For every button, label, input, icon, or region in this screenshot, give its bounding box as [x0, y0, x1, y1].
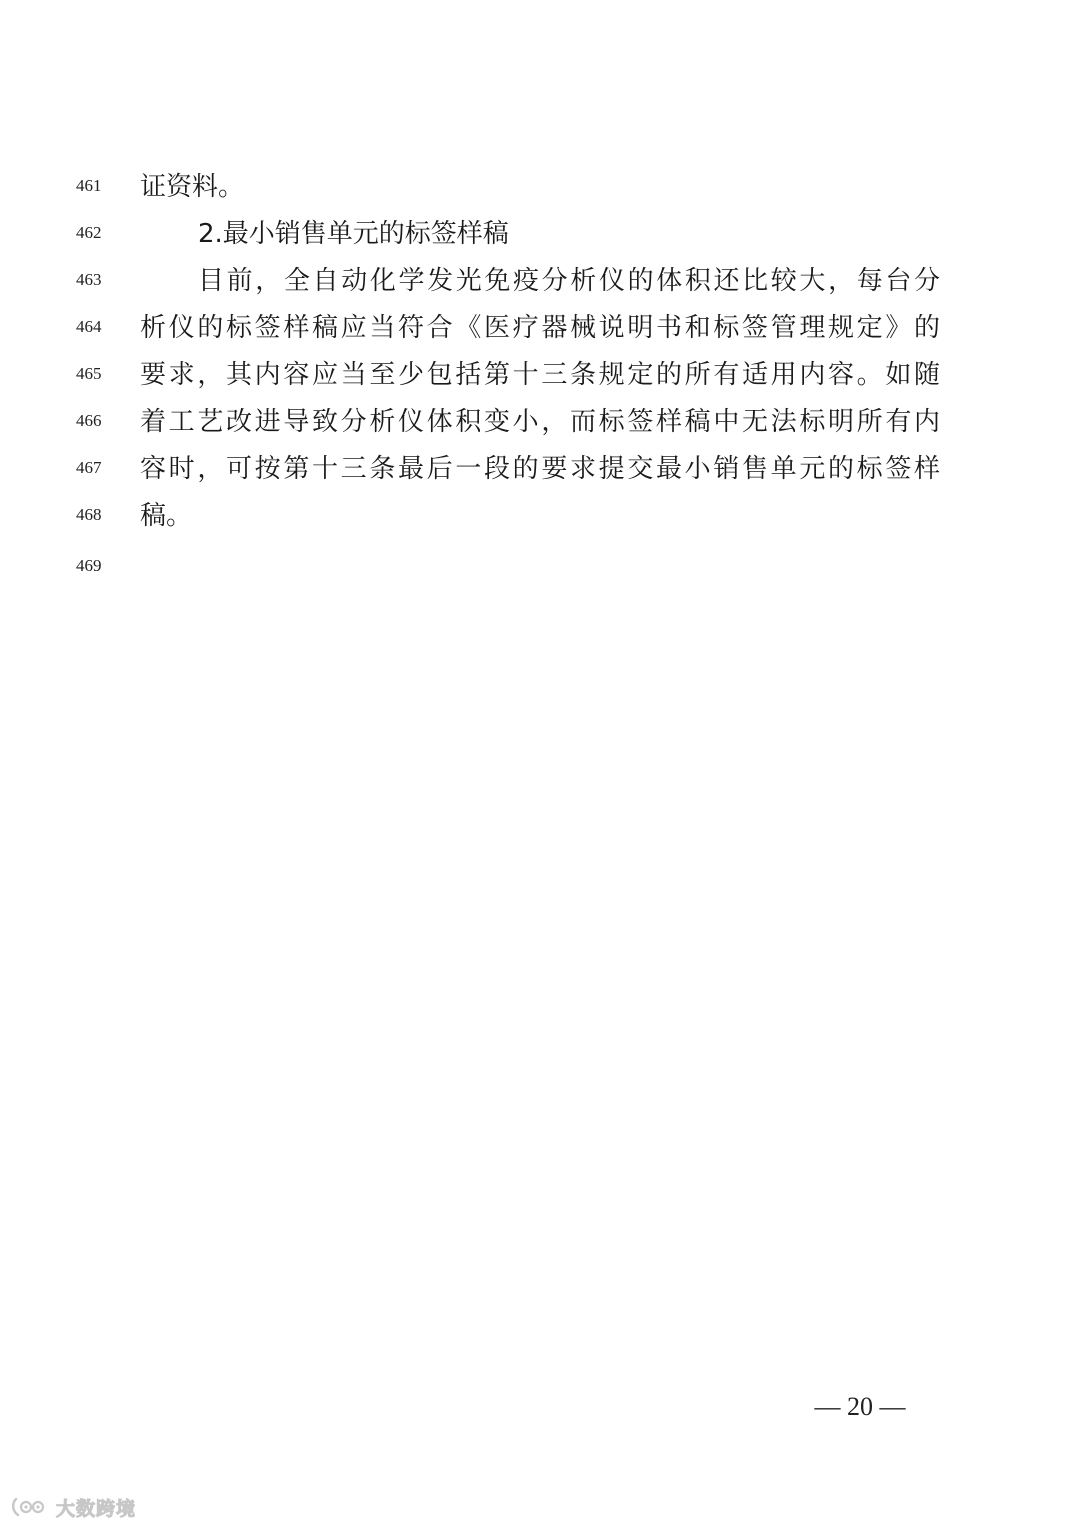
watermark: [10, 1492, 136, 1522]
text-line: [0, 211, 1080, 258]
text-line: [0, 258, 1080, 305]
section-heading: 2.最小销售单元的标签样稿: [198, 219, 509, 249]
line-number: 466: [76, 411, 102, 430]
text-line: [0, 352, 1080, 399]
text-line: [0, 493, 1080, 540]
brand-logo-icon: [10, 1495, 50, 1519]
line-text: 着工艺改进导致分析仪体积变小，而标签样稿中无法标明所有内: [140, 407, 940, 437]
line-number: 463: [76, 270, 102, 289]
line-text: 目前，全自动化学发光免疫分析仪的体积还比较大，每台分: [198, 266, 940, 296]
text-line: [0, 446, 1080, 493]
watermark-text: 大数跨境: [56, 1497, 137, 1520]
text-line: [0, 164, 1080, 211]
line-number: 465: [76, 364, 102, 383]
page-number: — 20 —: [814, 1392, 906, 1421]
line-number: 469: [76, 556, 102, 575]
line-text: 析仪的标签样稿应当符合《医疗器械说明书和标签管理规定》的: [140, 313, 940, 343]
text-line: [0, 399, 1080, 446]
line-number: 468: [76, 505, 102, 524]
line-number: 462: [76, 223, 102, 242]
line-text: 容时，可按第十三条最后一段的要求提交最小销售单元的标签样: [140, 454, 940, 484]
line-number: 467: [76, 458, 102, 477]
line-number: 464: [76, 317, 102, 336]
text-line: [0, 544, 1080, 591]
line-text: 稿。: [140, 501, 193, 531]
line-text: 要求，其内容应当至少包括第十三条规定的所有适用内容。如随: [140, 360, 940, 390]
line-number: 461: [76, 176, 102, 195]
line-text: 证资料。: [140, 172, 245, 202]
text-line: [0, 305, 1080, 352]
